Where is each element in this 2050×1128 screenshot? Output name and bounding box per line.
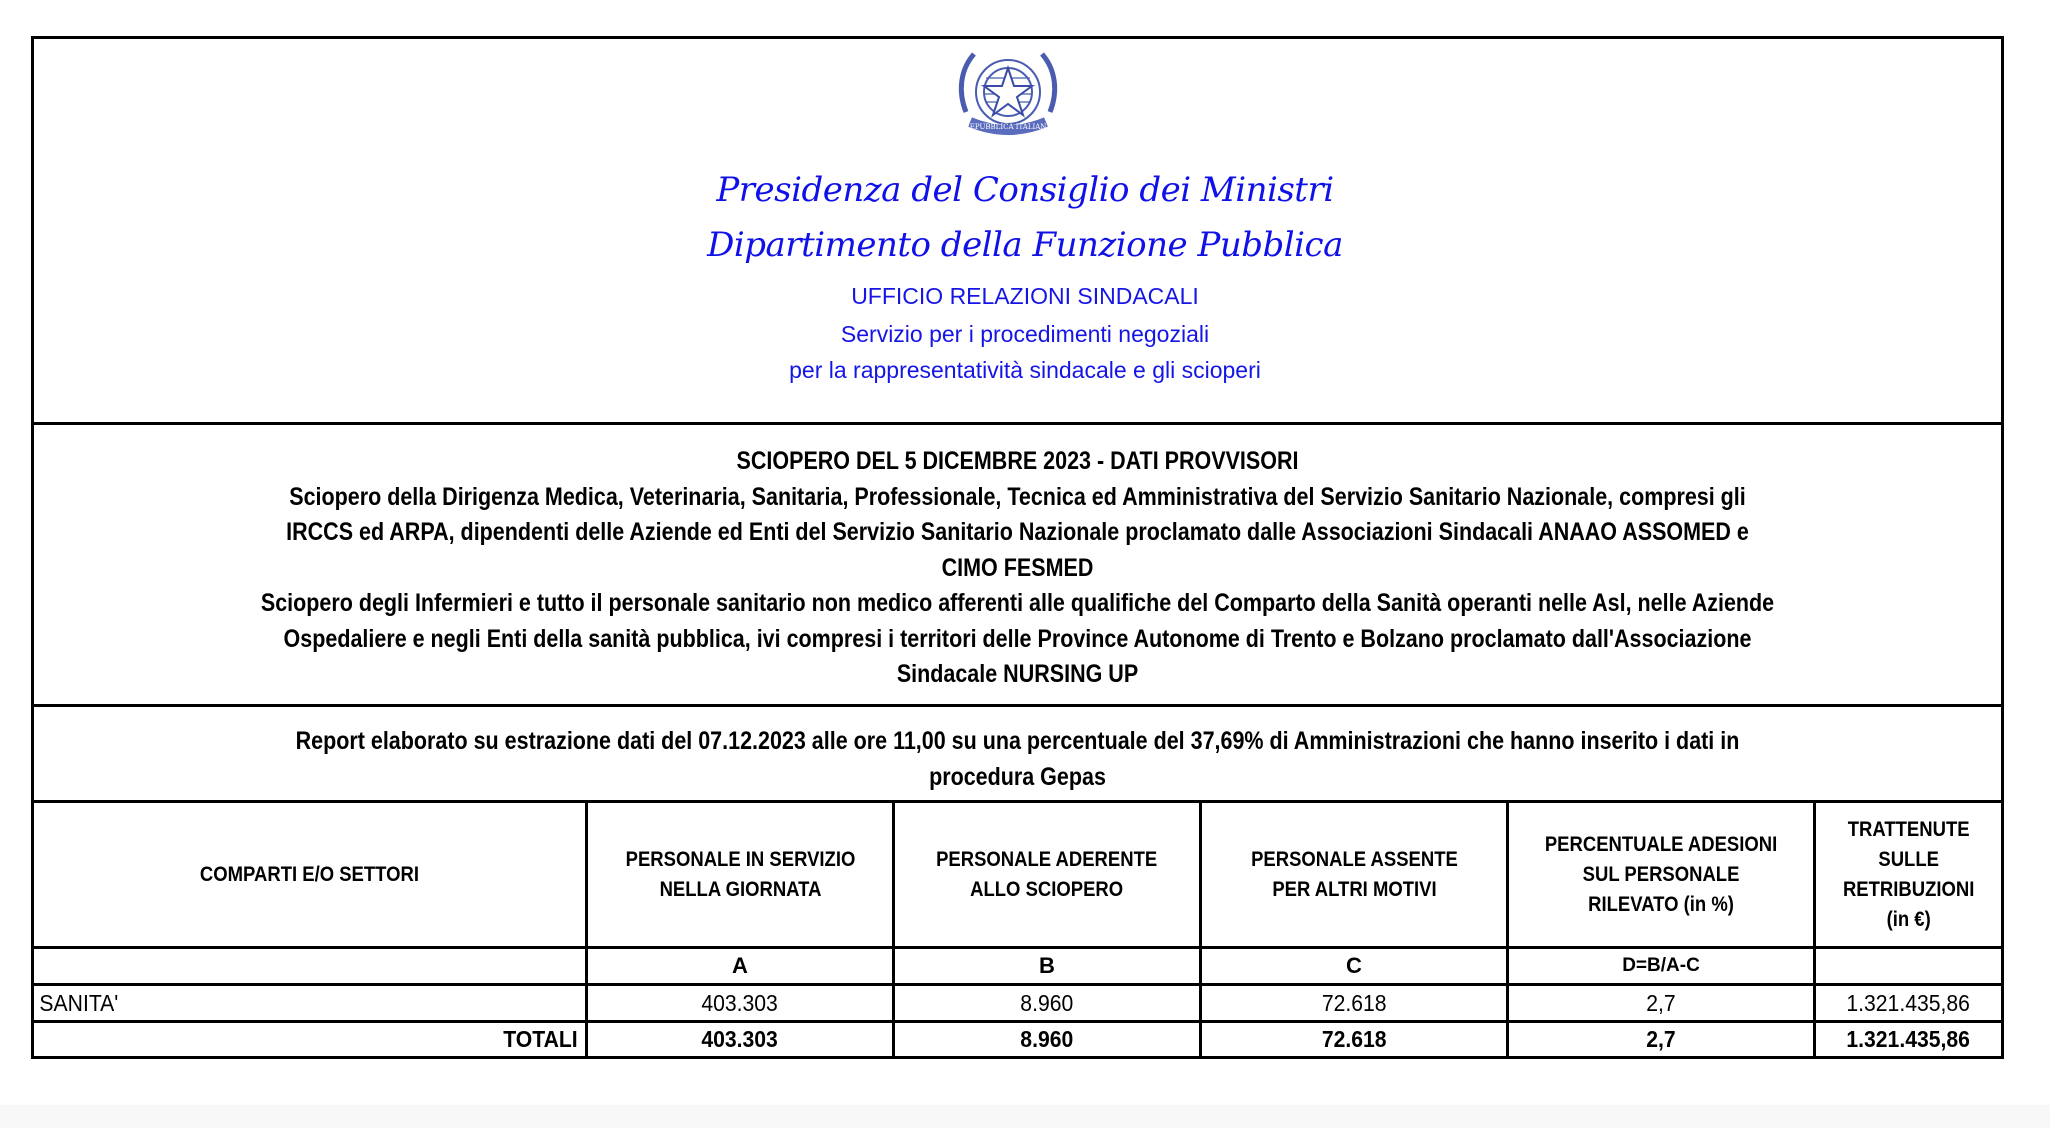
- service-line-1: Servizio per i procedimenti negoziali: [840, 321, 1210, 347]
- row-trattenute: 1.321.435,86: [1846, 989, 1971, 1016]
- italian-republic-emblem-icon: [952, 42, 1064, 152]
- col-header-assente: PERSONALE ASSENTE PER ALTRI MOTIVI: [1250, 847, 1458, 901]
- strike-line: IRCCS ed ARPA, dipendenti delle Aziende ed Enti del Servizio Sanitario Nazionale proclamato dalle Associazioni Sindacali ANAAO ASSOMED e: [286, 518, 1749, 546]
- col-letter-d: D=B/A-C: [1622, 955, 1700, 976]
- report-line: Report elaborato su estrazione dati del 07.12.2023 alle ore 11,00 su una percentuale del 37,69% di Amministrazioni che hanno inserito i dati in: [295, 727, 1740, 755]
- page-footer-band: [0, 1105, 2050, 1128]
- totals-in-servizio: 403.303: [701, 1026, 779, 1052]
- col-header-aderente: PERSONALE ADERENTE ALLO SCIOPERO: [936, 847, 1158, 901]
- strike-line: Sciopero degli Infermieri e tutto il personale sanitario non medico afferenti alle qualifiche del Comparto della Sanità operanti nelle Asl, nelle Aziende: [260, 589, 1775, 617]
- strike-line: Sindacale NURSING UP: [896, 660, 1139, 688]
- col-header-in-servizio: PERSONALE IN SERVIZIO NELLA GIORNATA: [625, 847, 855, 901]
- svg-text:REPUBBLICA ITALIANA: REPUBBLICA ITALIANA: [964, 123, 1052, 131]
- row-in-servizio: 403.303: [701, 989, 779, 1016]
- row-aderente: 8.960: [1020, 989, 1074, 1016]
- row-percentuale: 2,7: [1646, 989, 1676, 1016]
- row-assente: 72.618: [1321, 989, 1387, 1016]
- totals-percentuale: 2,7: [1646, 1026, 1676, 1052]
- strike-line: Ospedaliere e negli Enti della sanità pubblica, ivi compresi i territori delle Province Autonome di Trento e Bolzano proclamato dall'Associazione: [283, 624, 1752, 653]
- office-name: UFFICIO RELAZIONI SINDACALI: [851, 283, 1199, 309]
- row-sector: SANITA': [39, 989, 119, 1016]
- col-header-sector: COMPARTI E/O SETTORI: [199, 862, 420, 886]
- title-presidenza: Presidenza del Consiglio dei Ministri: [716, 170, 1334, 210]
- strike-line: Sciopero della Dirigenza Medica, Veterinaria, Sanitaria, Professionale, Tecnica ed Amministrativa del Servizio Sanitario Nazionale, compresi gli: [289, 482, 1746, 511]
- divider-strike: [31, 704, 2004, 707]
- service-line-2: per la rappresentatività sindacale e gli scioperi: [789, 357, 1261, 383]
- divider-header: [31, 422, 2004, 425]
- report-note: [34, 724, 2001, 795]
- totals-trattenute: 1.321.435,86: [1846, 1026, 1971, 1052]
- col-header-percentuale: PERCENTUALE ADESIONI SUL PERSONALE RILEVATO (in %): [1544, 832, 1778, 916]
- col-letter-b: B: [1039, 953, 1055, 978]
- col-letter-a: A: [732, 953, 748, 978]
- strike-title: SCIOPERO DEL 5 DICEMBRE 2023 - DATI PROVVISORI: [736, 447, 1299, 475]
- totals-label: TOTALI: [503, 1026, 578, 1052]
- title-dipartimento: Dipartimento della Funzione Pubblica: [707, 225, 1343, 265]
- col-letter-c: C: [1346, 953, 1362, 978]
- col-header-trattenute: TRATTENUTE SULLE RETRIBUZIONI (in €): [1842, 817, 1975, 931]
- strike-description: [34, 444, 2001, 693]
- totals-aderente: 8.960: [1020, 1026, 1074, 1052]
- report-line: procedura Gepas: [929, 762, 1106, 791]
- totals-assente: 72.618: [1321, 1026, 1387, 1052]
- strike-line: CIMO FESMED: [941, 553, 1094, 582]
